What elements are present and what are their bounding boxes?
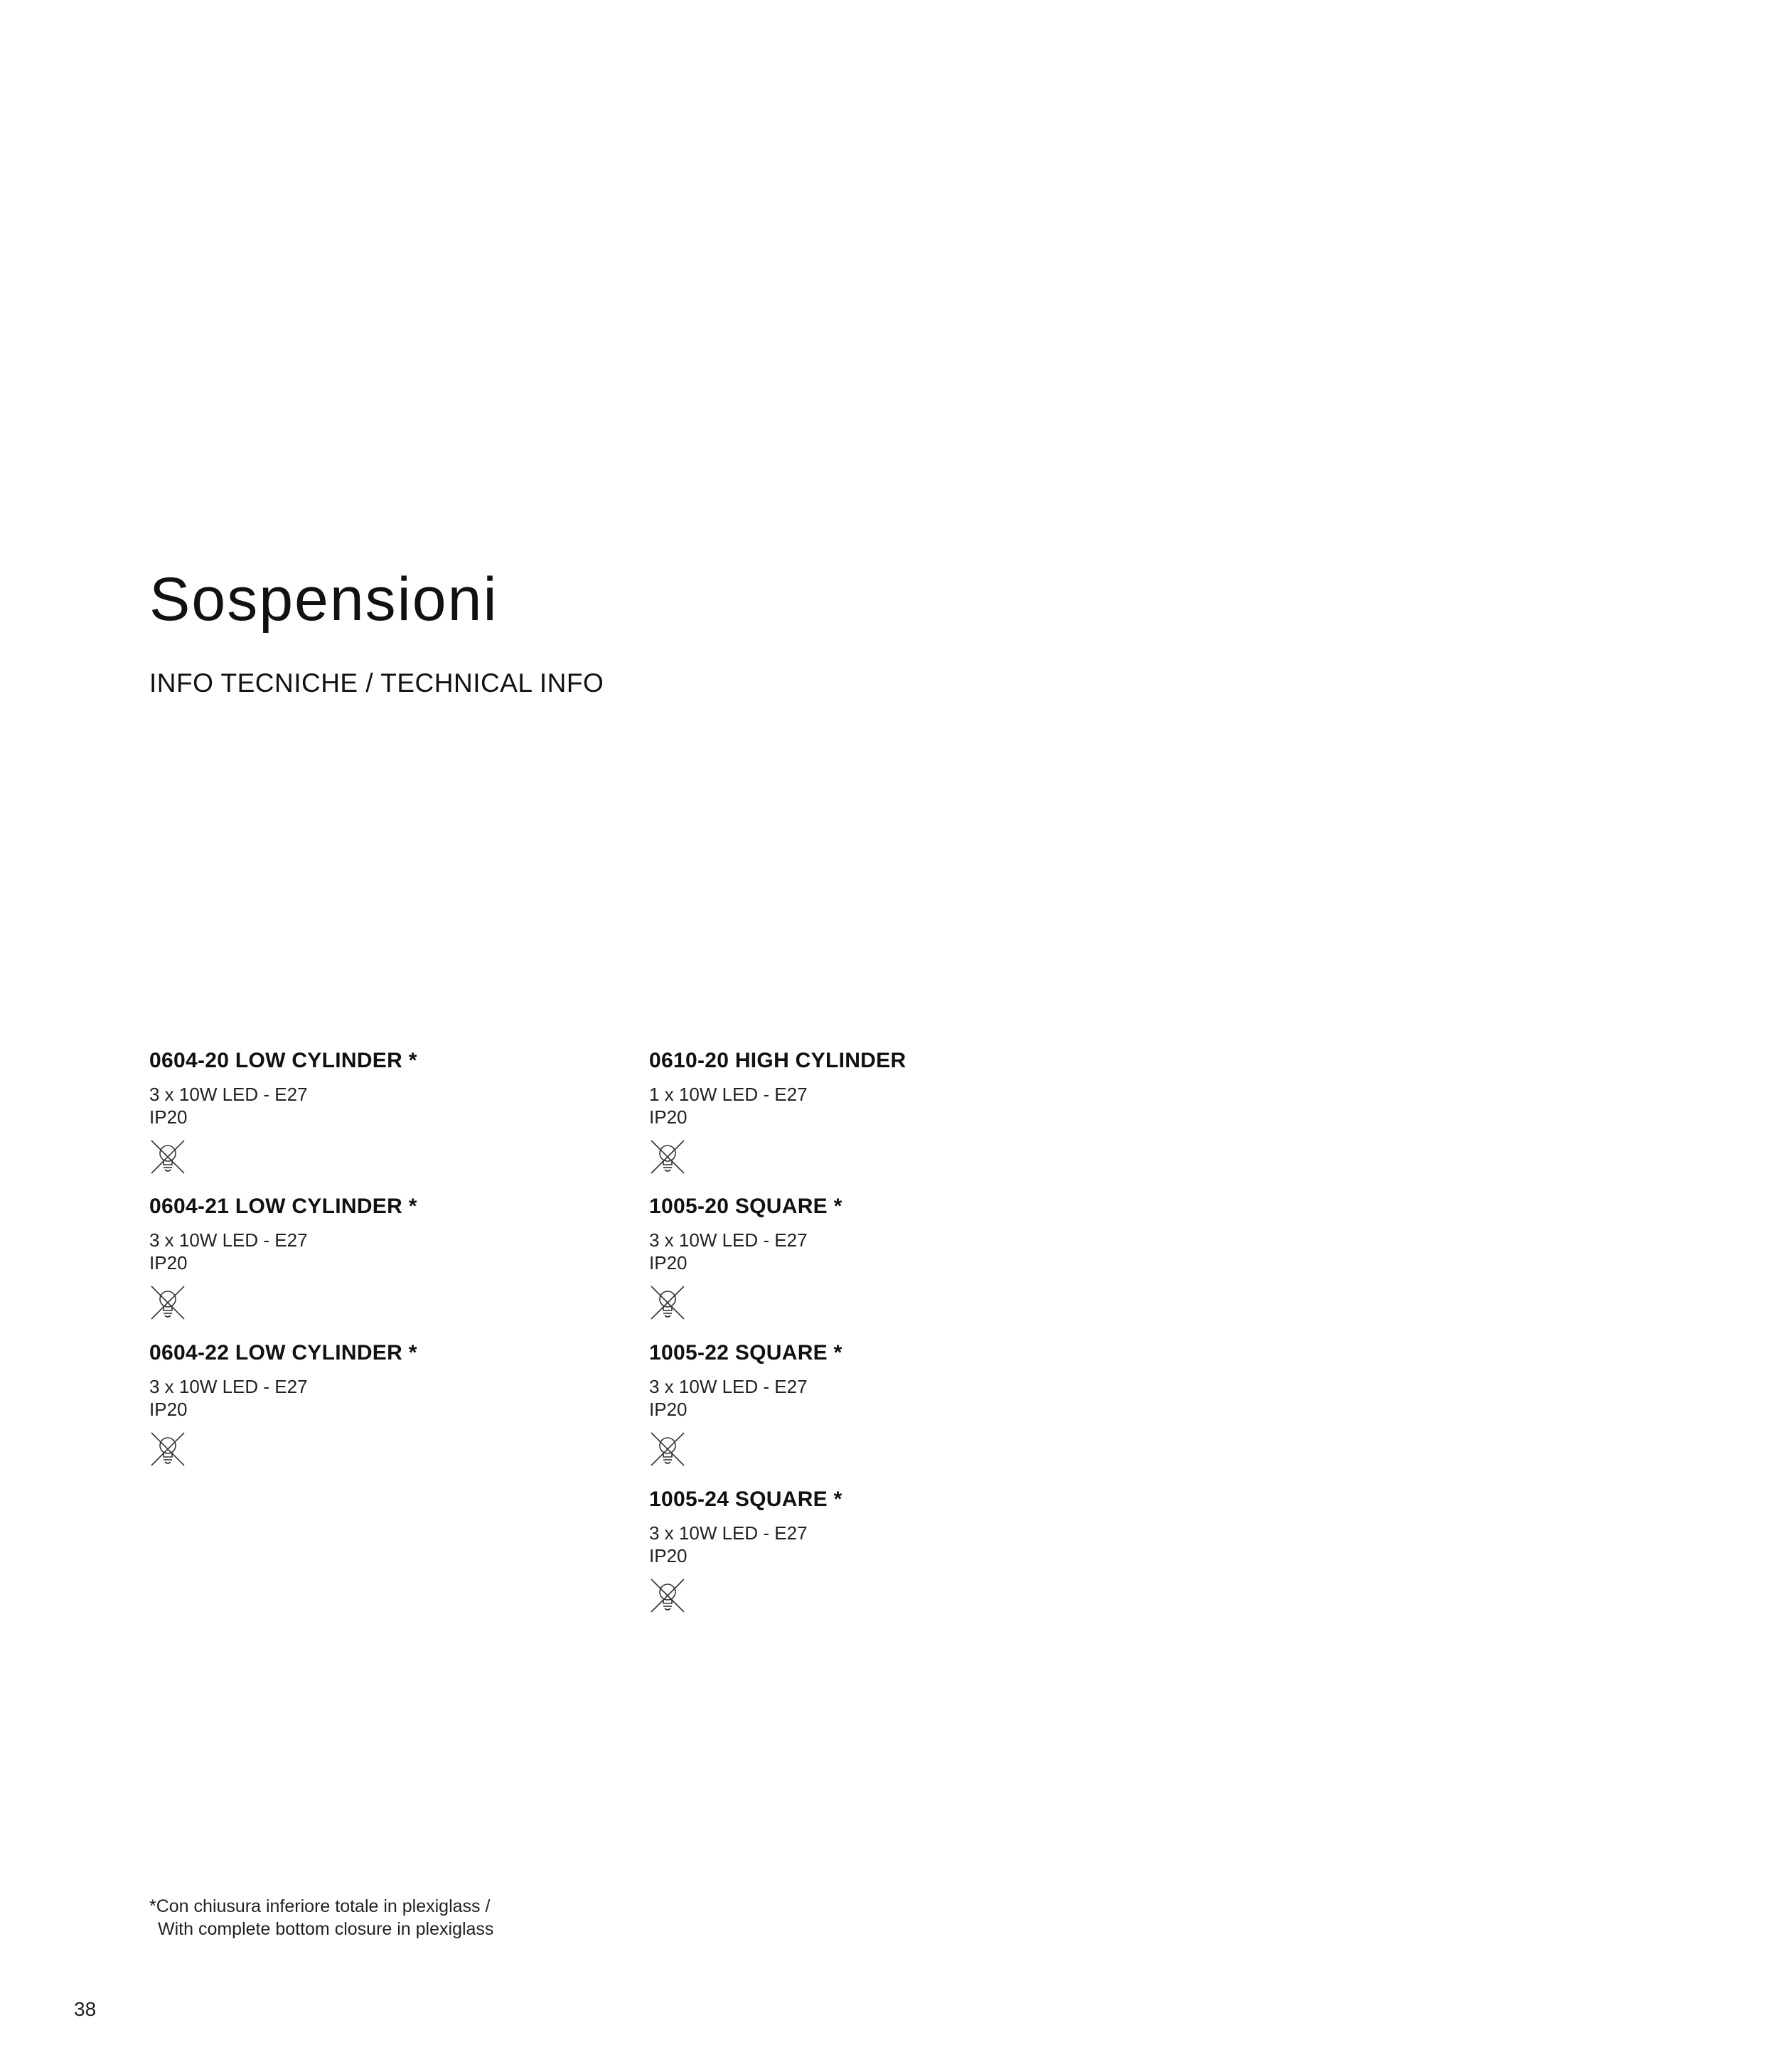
page-number: 38 xyxy=(74,1998,97,2020)
product-name: 1005-20 SQUARE * xyxy=(649,1195,842,1218)
product-name: 0604-21 LOW CYLINDER * xyxy=(149,1195,417,1218)
product-name: 0604-22 LOW CYLINDER * xyxy=(149,1341,417,1365)
product-ip-rating: IP20 xyxy=(149,1252,188,1273)
footnote xyxy=(149,1895,493,1940)
no-covering-insulation-icon xyxy=(649,1577,686,1614)
footnote-line-1: *Con chiusura inferiore totale in plexiglass / xyxy=(149,1896,491,1916)
product-entry xyxy=(149,1342,590,1468)
product-ip-rating: IP20 xyxy=(649,1106,688,1128)
product-name: 1005-22 SQUARE * xyxy=(649,1341,842,1365)
product-power: 3 x 10W LED - E27 xyxy=(149,1376,308,1397)
no-covering-insulation-icon xyxy=(649,1138,686,1175)
product-entry xyxy=(649,1050,1090,1175)
product-name: 0610-20 HIGH CYLINDER xyxy=(649,1049,906,1072)
no-covering-insulation-icon xyxy=(149,1138,186,1175)
no-covering-insulation-icon xyxy=(149,1431,186,1468)
product-ip-rating: IP20 xyxy=(149,1106,188,1128)
product-name: 1005-24 SQUARE * xyxy=(649,1488,842,1511)
page-title: Sospensioni xyxy=(149,565,498,634)
product-entry xyxy=(649,1342,1090,1468)
product-name: 0604-20 LOW CYLINDER * xyxy=(149,1049,417,1072)
product-power: 1 x 10W LED - E27 xyxy=(649,1084,808,1105)
product-entry xyxy=(149,1050,590,1175)
product-ip-rating: IP20 xyxy=(649,1545,688,1566)
no-covering-insulation-icon xyxy=(649,1284,686,1321)
product-power: 3 x 10W LED - E27 xyxy=(149,1084,308,1105)
product-entry xyxy=(649,1196,1090,1321)
product-power: 3 x 10W LED - E27 xyxy=(649,1229,808,1251)
product-ip-rating: IP20 xyxy=(649,1252,688,1273)
page-subtitle: INFO TECNICHE / TECHNICAL INFO xyxy=(149,668,604,698)
no-covering-insulation-icon xyxy=(649,1431,686,1468)
footnote-line-2: With complete bottom closure in plexiglass xyxy=(158,1919,494,1939)
product-entry xyxy=(149,1196,590,1321)
product-ip-rating: IP20 xyxy=(149,1399,188,1420)
product-power: 3 x 10W LED - E27 xyxy=(649,1522,808,1544)
product-entry xyxy=(649,1489,1090,1614)
product-ip-rating: IP20 xyxy=(649,1399,688,1420)
product-power: 3 x 10W LED - E27 xyxy=(649,1376,808,1397)
no-covering-insulation-icon xyxy=(149,1284,186,1321)
product-power: 3 x 10W LED - E27 xyxy=(149,1229,308,1251)
